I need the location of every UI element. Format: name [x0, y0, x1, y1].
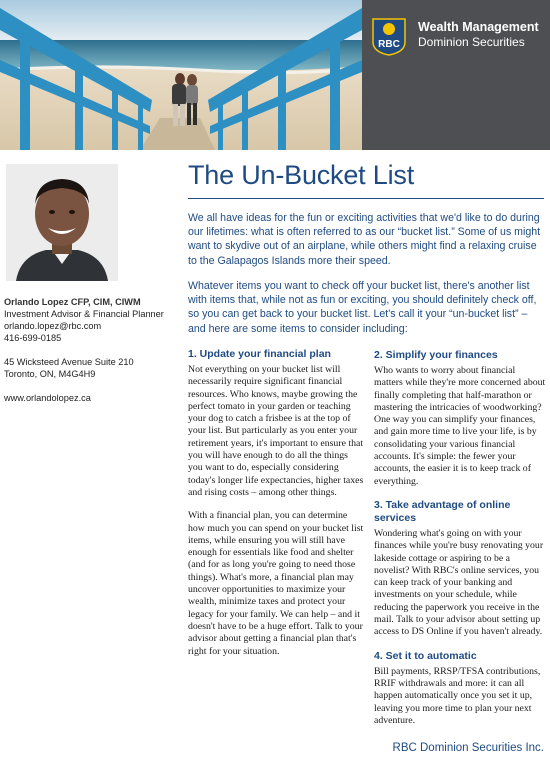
- advisor-address-line1: 45 Wicksteed Avenue Suite 210: [4, 357, 134, 367]
- advisor-contact-block: [4, 296, 184, 404]
- section-heading-online-services: 3. Take advantage of online services: [374, 498, 511, 524]
- section-paragraph: Bill payments, RRSP/TFSA contributions, RRIF withdrawals and more: it can all happen automatically once you set it up, leaving you more time to plan your next adventure.: [374, 665, 541, 726]
- advisor-role: Investment Advisor & Financial Planner: [4, 309, 164, 319]
- section-paragraph: Who wants to worry about financial matters while they're more concerned about finally completing that half-marathon or mastering the intricacies of woodworking? One way you can simplify your finances, and gain more time to live your life, is by consolidating your various financial accounts. It's simple: the fewer your accounts, the easier it is to keep track of everything.: [374, 365, 546, 487]
- brand-name: Wealth Management: [418, 20, 539, 34]
- article-column-left: [188, 348, 364, 669]
- logo-text: RBC: [378, 39, 400, 50]
- title-divider: [188, 198, 544, 199]
- advisor-name: Orlando Lopez CFP, CIM, CIWM: [4, 297, 141, 307]
- footer-company-name: RBC Dominion Securities Inc.: [392, 742, 544, 754]
- portrait-illustration: [6, 164, 118, 281]
- intro-paragraph-2: Whatever items you want to check off your bucket list, there's another list with items that, while not as fun or exciting, you should definitely check off, so you can get back to your bucket list. Let's call it your “un-bucket list” – and here are some items to consider including:: [188, 280, 537, 335]
- advisor-address-line2: Toronto, ON, M4G4H9: [4, 369, 96, 379]
- rbc-logo: [372, 18, 406, 56]
- advisor-email[interactable]: orlando.lopez@rbc.com: [4, 321, 102, 331]
- intro-paragraph-1: We all have ideas for the fun or exciting activities that we'd like to do during our lifetimes: what is often referred to as our “bucket list.” Some of us might want to skydive out of an airplane, while others might find a relaxing cruise to the Galapagos Islands more their speed.: [188, 212, 541, 267]
- beach-illustration: [0, 0, 362, 150]
- article-title: The Un-Bucket List: [188, 160, 414, 190]
- advisor-phone: 416-699-0185: [4, 333, 62, 343]
- advisor-portrait: [6, 164, 118, 281]
- section-heading-automatic: 4. Set it to automatic: [374, 649, 477, 662]
- hero-photo-beach-boardwalk: [0, 0, 362, 150]
- section-paragraph: With a financial plan, you can determine how much you can spend on your bucket list items, while ensuring you will still have enough for essentials like food and shelter (and for as long you're going to need those things). What's more, a financial plan may uncover opportunities to maximize your wealth, minimize taxes and protect your legacy for your family. We can help – and it doesn't have to be a huge effort. Talk to your advisor about getting a financial plan that's right for your situation.: [188, 510, 364, 657]
- section-heading-update-plan: 1. Update your financial plan: [188, 348, 331, 360]
- brand-panel: [362, 0, 550, 150]
- lion-emblem-icon: [383, 23, 395, 35]
- article-column-right: [374, 348, 546, 738]
- section-paragraph: Not everything on your bucket list will necessarily require significant financial resources. Who knows, maybe growing the perfect tomato in your garden or teaching your dog to catch a frisbee is at the top of your list. But particularly as you enter your retirement years, it's important to ensure that you will have enough to do all the things you want to do, especially considering today's longer life expectancies, higher taxes and rising costs – among other things.: [188, 364, 364, 498]
- brand-subname: Dominion Securities: [418, 35, 525, 49]
- advisor-website[interactable]: www.orlandolopez.ca: [4, 393, 91, 403]
- section-heading-simplify: 2. Simplify your finances: [374, 349, 498, 361]
- section-paragraph: Wondering what's going on with your finances while you're busy renovating your lakeside cottage or aspiring to be a novelist? With RBC's online services, you can keep track of your banking and investments on your schedule, while reducing the paperwork you receive in the mail. Talk to your advisor about setting up access to DS Online if you haven't already.: [374, 527, 544, 638]
